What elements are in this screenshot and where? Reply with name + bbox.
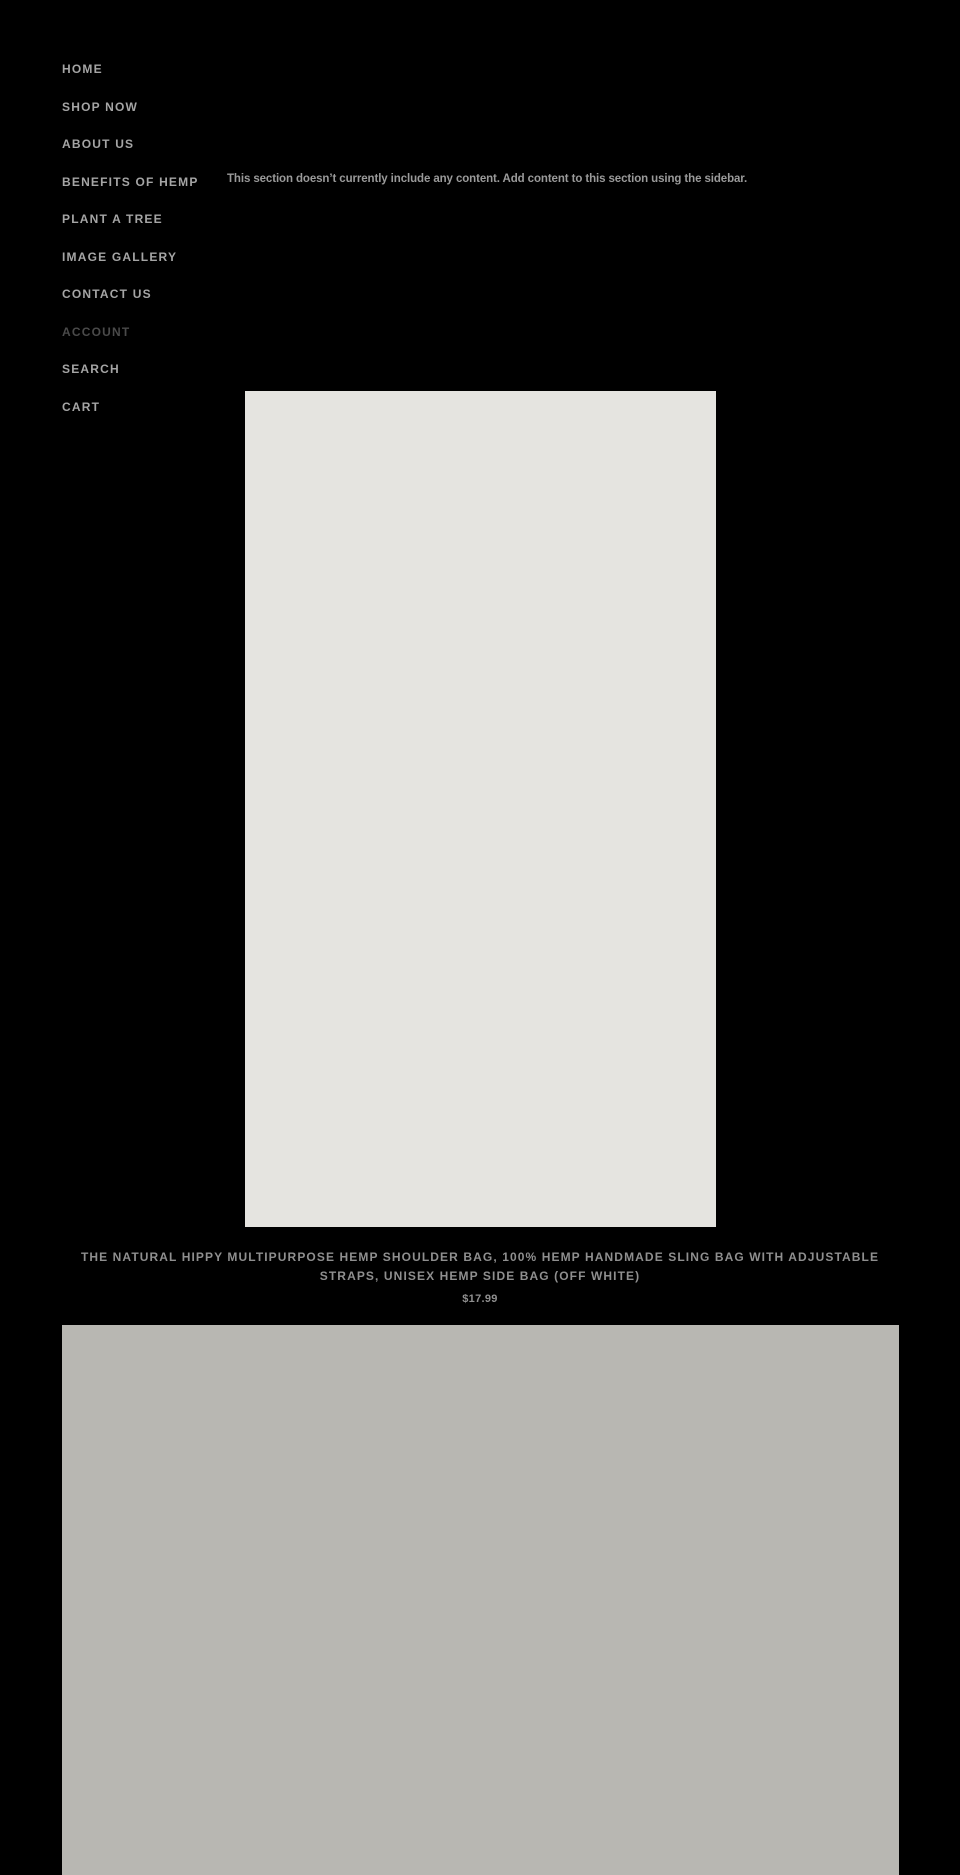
nav-item-plant-a-tree[interactable]: PLANT A TREE xyxy=(62,212,163,226)
nav-item-contact-us[interactable]: CONTACT US xyxy=(62,287,152,301)
nav-item-home[interactable]: HOME xyxy=(62,62,103,76)
nav-item-image-gallery[interactable]: IMAGE GALLERY xyxy=(62,249,178,264)
nav-item-about-us[interactable]: ABOUT US xyxy=(62,137,135,151)
nav-item-account[interactable]: ACCOUNT xyxy=(62,324,131,339)
second-product-image[interactable] xyxy=(62,1325,899,1875)
nav-item-cart[interactable]: CART xyxy=(62,399,101,414)
nav-item-search[interactable]: SEARCH xyxy=(62,362,120,376)
site-navigation xyxy=(62,58,199,433)
product-title[interactable]: THE NATURAL HIPPY MULTIPURPOSE HEMP SHOULDER BAG, 100% HEMP HANDMADE SLING BAG WITH ADJUSTABLE STRAPS, UNISEX HEMP SIDE BAG (OFF WHITE) xyxy=(80,1250,880,1283)
product-price: $17.99 xyxy=(462,1293,498,1305)
nav-item-shop-now[interactable]: SHOP NOW xyxy=(62,99,139,114)
product-image[interactable] xyxy=(245,391,716,1227)
empty-section-note: This section doesn’t currently include any content. Add content to this section using the sidebar. xyxy=(227,173,748,185)
nav-item-benefits-of-hemp[interactable]: BENEFITS OF HEMP xyxy=(62,174,199,189)
